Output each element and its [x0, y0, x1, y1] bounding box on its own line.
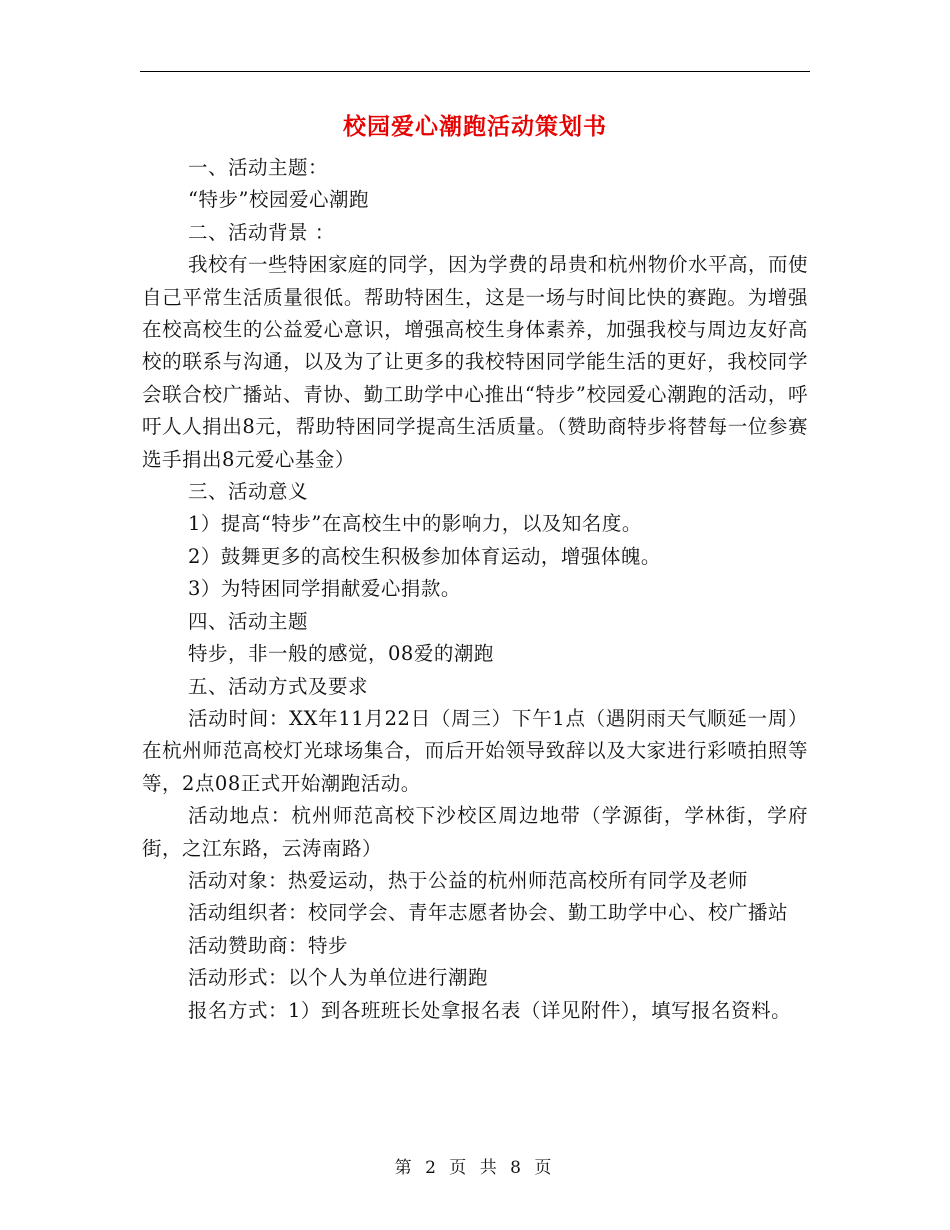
section-heading: 四、活动主题 [188, 609, 309, 633]
paragraph: 活动组织者：校同学会、青年志愿者协会、勤工助学中心、校广播站 [188, 901, 789, 925]
section-heading: 一、活动主题： [188, 156, 329, 179]
paragraph: “特步”校园爱心潮跑 [188, 188, 369, 212]
paragraph: 我校有一些特困家庭的同学，因为学费的昂贵和杭州物价水平高，而使自己平常生活质量很低。帮助特困生，这是一场与时间比快的赛跑。为增强在校高校生的公益爱心意识，增强高校生身体素养，加强我校与周边友好高校的联系与沟通，以及为了让更多的我校特困同学能生活的更好，我校同学会联合校广播站、青协、勤工助学中心推出“特步”校园爱心潮跑的活动，呼吁人人捐出8元，帮助特困同学提高生活质量。（赞助商特步将替每一位参赛选手捐出8元爱心基金） [142, 253, 809, 471]
list-item: 3）为特困同学捐献爱心捐款。 [188, 577, 461, 601]
paragraph: 报名方式：1）到各班班长处拿报名表（详见附件），填写报名资料。 [188, 998, 792, 1022]
paragraph: 活动地点：杭州师范高校下沙校区周边地带（学源街，学林街，学府街，之江东路，云涛南路） [142, 804, 808, 860]
list-item: 2）鼓舞更多的高校生积极参加体育运动，增强体魄。 [188, 544, 661, 568]
list-item: 1）提高“特步”在高校生中的影响力，以及知名度。 [188, 512, 642, 536]
document-body [142, 152, 808, 1027]
section-heading: 五、活动方式及要求 [188, 674, 369, 698]
section-heading: 二、活动背景 ： [188, 220, 335, 244]
paragraph: 特步，非一般的感觉，08爱的潮跑 [188, 642, 494, 666]
document-title: 校园爱心潮跑活动策划书 [343, 113, 607, 140]
paragraph: 活动形式：以个人为单位进行潮跑 [188, 966, 489, 990]
section-heading: 三、活动意义 [188, 480, 309, 504]
header-rule [140, 71, 810, 72]
paragraph: 活动赞助商：特步 [188, 933, 349, 957]
paragraph: 活动对象：热爱运动，热于公益的杭州师范高校所有同学及老师 [188, 868, 749, 892]
page-number: 第 2 页 共 8 页 [394, 1158, 556, 1178]
paragraph: 活动时间：XX年11月22日（周三）下午1点（遇阴雨天气顺延一周）在杭州师范高校灯光球场集合，而后开始领导致辞以及大家进行彩喷拍照等等，2点08正式开始潮跑活动。 [142, 706, 808, 795]
